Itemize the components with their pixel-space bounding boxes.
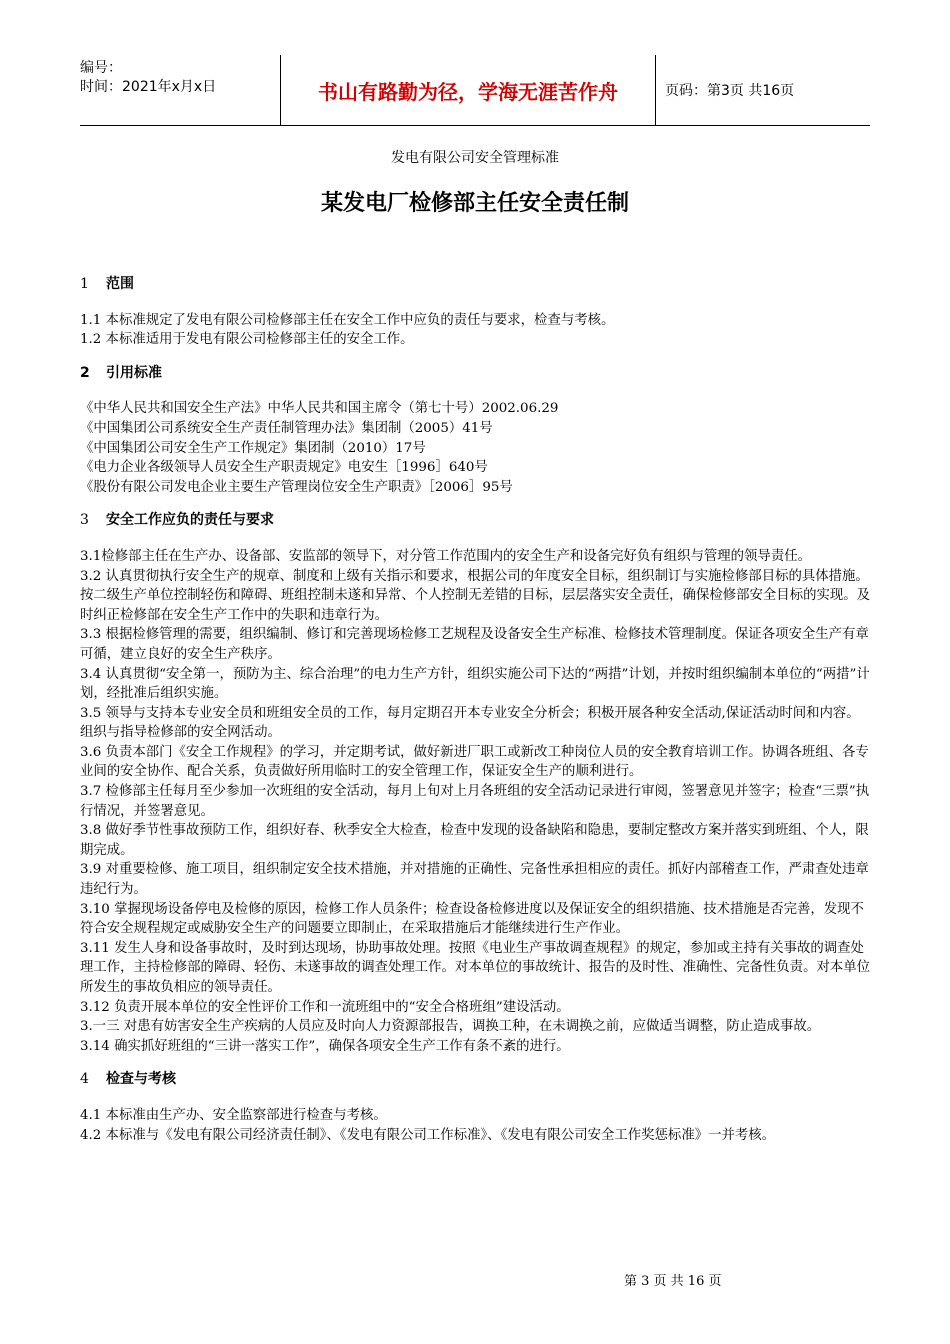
section-title: 范围	[106, 276, 134, 292]
paragraph: 3.12 负责开展本单位的安全性评价工作和一流班组中的“安全合格班组”建设活动。	[80, 999, 570, 1015]
section-title: 引用标准	[106, 364, 162, 381]
section-heading-scope	[80, 275, 872, 295]
page-header	[80, 55, 870, 126]
reference-item: 《中国集团公司安全生产工作规定》集团制（2010）17号	[80, 440, 426, 456]
paragraph: 3.6 负责本部门《安全工作规程》的学习，并定期考试，做好新进厂职工或新改工种岗位人员的安全教育培训工作。协调各班组、各专业间的安全协作、配合关系，负责做好所用临时工的安全管理工作，保证安全生产的顺利进行。	[80, 744, 869, 780]
reference-item: 《中国集团公司系统安全生产责任制管理办法》集团制（2005）41号	[80, 420, 493, 436]
paragraph: 3.3 根据检修管理的需要，组织编制、修订和完善现场检修工艺规程及设备安全生产标准、检修技术管理制度。保证各项安全生产有章可循，建立良好的安全生产秩序。	[80, 627, 869, 662]
paragraph: 3.11 发生人身和设备事故时，及时到达现场，协助事故处理。按照《电业生产事故调查规程》的规定，参加或主持有关事故的调查处理工作，主持检修部的障碍、轻伤、未遂事故的调查处理工作。对本单位的事故统计、报告的及时性、准确性、完备性负责。对本单位所发生的事故负相应的领导责任。	[80, 940, 871, 995]
document-number-label: 编号：	[80, 60, 122, 76]
document-time: 时间：2021年x月x日	[80, 79, 217, 95]
paragraph: 1.2 本标准适用于发电有限公司检修部主任的安全工作。	[80, 332, 414, 348]
paragraph: 3.1检修部主任在生产办、设备部、安监部的领导下，对分管工作范围内的安全生产和设备完好负有组织与管理的领导责任。	[80, 548, 811, 564]
paragraph: 3.4 认真贯彻“安全第一，预防为主、综合治理”的电力生产方针，组织实施公司下达的“两措”计划，并按时组织编制本单位的“两措”计划，经批准后组织实施。	[80, 666, 870, 702]
section-number: 3	[80, 512, 89, 529]
document-body	[80, 275, 872, 1145]
header-page-info: 页码：第3页 共16页	[665, 83, 795, 99]
paragraph: 3.10 掌握现场设备停电及检修的原因，检修工作人员条件；检查设备检修进度以及保证安全的组织措施、技术措施是否完善，发现不符合安全规程规定或威胁安全生产的问题要立即制止，在采取措施后才能继续进行生产作业。	[80, 901, 864, 937]
reference-item: 《中华人民共和国安全生产法》中华人民共和国主席令（第七十号）2002.06.29	[80, 401, 559, 417]
reference-item: 《电力企业各级领导人员安全生产职责规定》电安生［1996］640号	[80, 460, 488, 476]
paragraph: 3.5 领导与支持本专业安全员和班组安全员的工作，每月定期召开本专业安全分析会；积极开展各种安全活动,保证活动时间和内容。组织与指导检修部的安全网活动。	[80, 705, 860, 741]
paragraph: 4.2 本标准与《发电有限公司经济责任制》、《发电有限公司工作标准》、《发电有限公司安全工作奖惩标准》一并考核。	[80, 1127, 776, 1143]
section-heading-responsibilities	[80, 511, 872, 531]
section-number: 2	[80, 364, 90, 381]
section-title: 安全工作应负的责任与要求	[106, 512, 274, 529]
paragraph: 3.9 对重要检修、施工项目，组织制定安全技术措施，并对措施的正确性、完备性承担相应的责任。抓好内部稽查工作，严肃查处违章违纪行为。	[80, 862, 869, 898]
section-number: 1	[80, 276, 89, 292]
paragraph: 3.14 确实抓好班组的“三讲一落实工作”，确保各项安全生产工作有条不紊的进行。	[80, 1038, 570, 1054]
reference-item: 《股份有限公司发电企业主要生产管理岗位安全生产职责》［2006］95号	[80, 479, 513, 495]
page-footer: 第 3 页 共 16 页	[624, 1274, 722, 1289]
document-title: 某发电厂检修部主任安全责任制	[320, 191, 629, 216]
section-heading-references	[80, 364, 872, 384]
paragraph: 3.一三 对患有妨害安全生产疾病的人员应及时向人力资源部报告，调换工种，在未调换之前，应做适当调整，防止造成事故。	[80, 1019, 821, 1035]
paragraph: 1.1 本标准规定了发电有限公司检修部主任在安全工作中应负的责任与要求，检查与考核。	[80, 312, 615, 328]
header-meta	[80, 55, 280, 129]
paragraph: 3.7 检修部主任每月至少参加一次班组的安全活动，每月上旬对上月各班组的安全活动记录进行审阅，签署意见并签字；检查“三票”执行情况，并签署意见。	[80, 784, 870, 819]
paragraph: 3.2 认真贯彻执行安全生产的规章、制度和上级有关指示和要求，根据公司的年度安全目标，组织制订与实施检修部目标的具体措施。按二级生产单位控制轻伤和障碍、班组控制未遂和异常、个人控制无差错的目标，层层落实安全责任，确保检修部安全目标的实现。及时纠正检修部在安全生产工作中的失职和违章行为。	[80, 568, 871, 623]
paragraph: 3.8 做好季节性事故预防工作，组织好春、秋季安全大检查，检查中发现的设备缺陷和隐患，要制定整改方案并落实到班组、个人，限期完成。	[80, 823, 869, 858]
paragraph: 4.1 本标准由生产办、安全监察部进行检查与考核。	[80, 1107, 387, 1123]
section-number: 4	[80, 1071, 89, 1088]
document-subtitle: 发电有限公司安全管理标准	[391, 150, 559, 166]
header-motto: 书山有路勤为径，学海无涯苦作舟	[280, 55, 656, 125]
section-title: 检查与考核	[106, 1071, 176, 1088]
section-heading-inspection	[80, 1070, 872, 1090]
